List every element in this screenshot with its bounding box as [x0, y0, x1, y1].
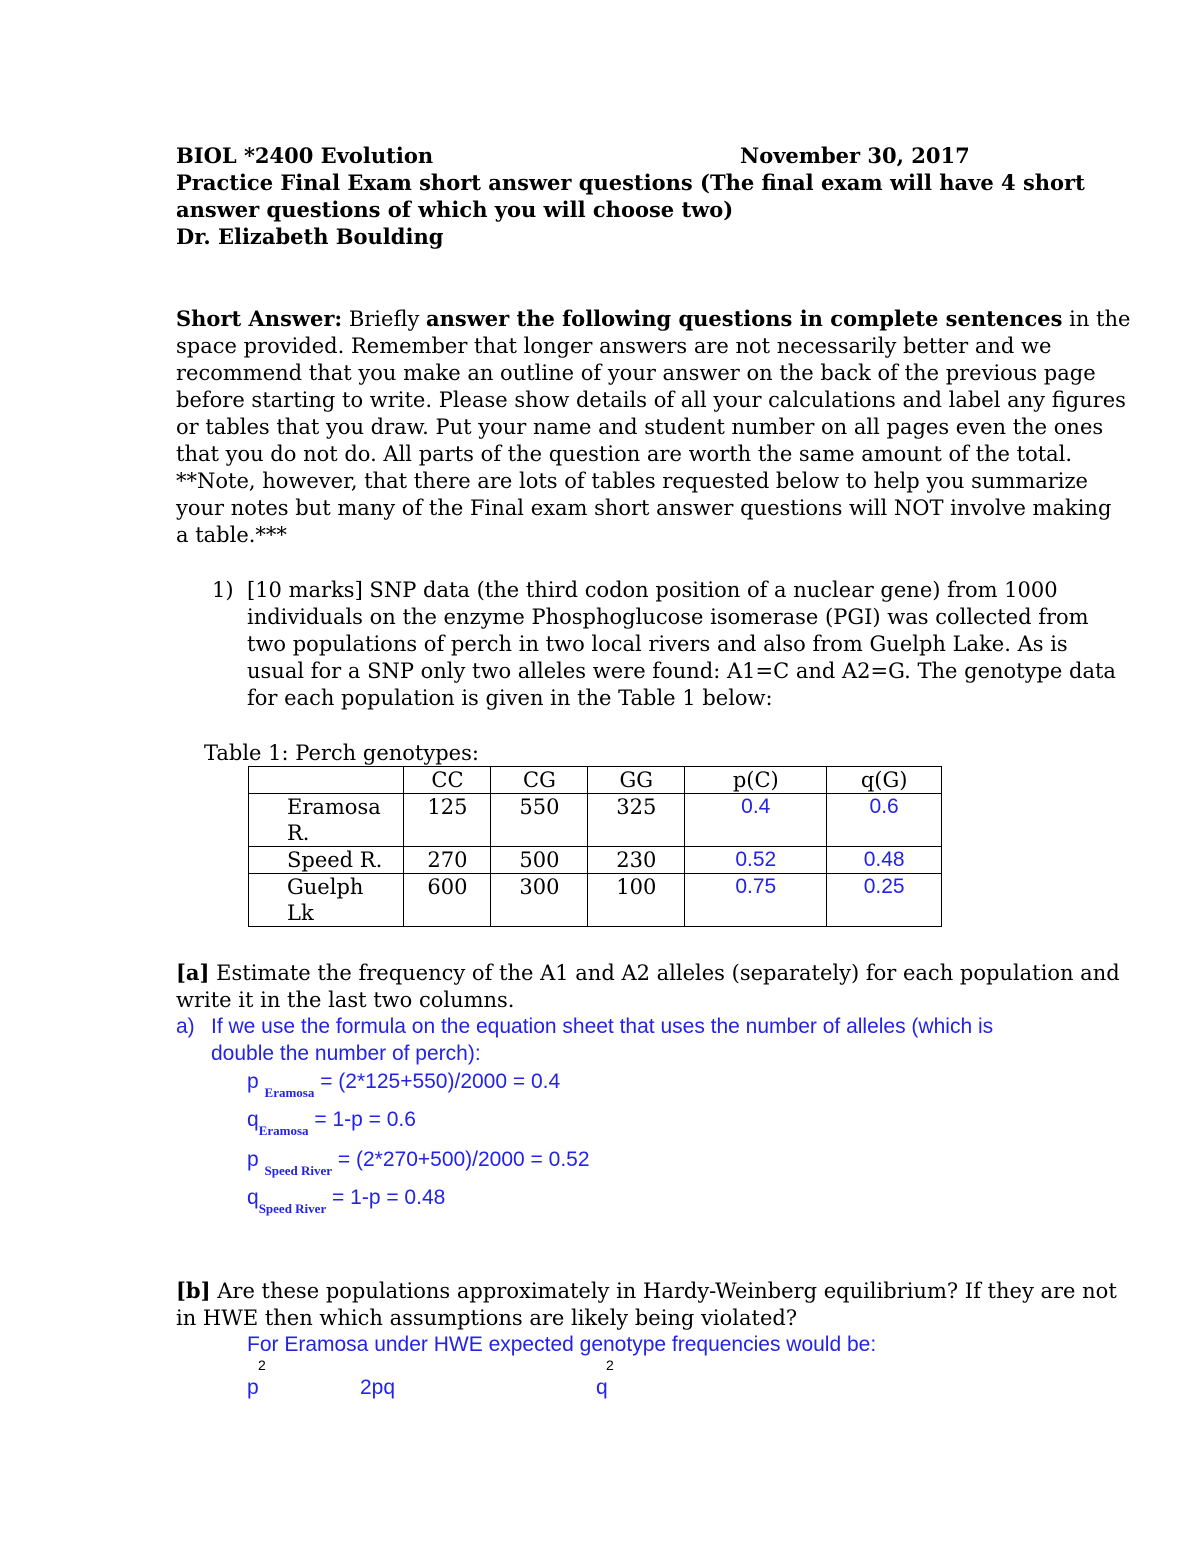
eq-variable: q [247, 1186, 259, 1209]
question-number: 1) [212, 578, 234, 602]
intro-emphasis: answer the following questions in complete sentences [426, 306, 1063, 331]
answer-a-line-1: If we use the formula on the equation sheet that uses the number of alleles (which is [211, 1015, 994, 1038]
equation-q-eramosa [247, 1107, 416, 1144]
p-frequency: 0.4 [685, 794, 827, 847]
gg-count: 100 [588, 874, 685, 927]
cg-count: 500 [491, 847, 588, 874]
gg-count: 325 [588, 794, 685, 847]
intro-line-1 [176, 306, 1130, 332]
perch-genotype-table [248, 766, 942, 927]
course-title: BIOL *2400 Evolution [176, 143, 434, 168]
answer-b-line-1: For Eramosa under HWE expected genotype frequencies would be: [247, 1333, 877, 1356]
superscript-q2: 2 [606, 1357, 614, 1373]
table-header: CG [491, 767, 588, 794]
table-header-row [249, 767, 942, 794]
part-a-tag: [a] [176, 960, 210, 985]
intro-line-8: your notes but many of the Final exam short answer questions will NOT involve making [176, 496, 1112, 520]
intro-text: in the [1062, 307, 1131, 331]
intro-line-7: **Note, however, that there are lots of tables requested below to help you summarize [176, 469, 1088, 493]
q-frequency: 0.48 [827, 847, 942, 874]
eq-rhs: = (2*125+550)/2000 = 0.4 [314, 1070, 561, 1093]
table-header: p(C) [685, 767, 827, 794]
population-name: Guelph Lk [249, 874, 404, 927]
table-caption: Table 1: Perch genotypes: [204, 741, 479, 765]
part-b-text: Are these populations approximately in Hardy-Weinberg equilibrium? If they are not [210, 1279, 1117, 1303]
part-a-text: Estimate the frequency of the A1 and A2 alleles (separately) for each population and [209, 961, 1120, 985]
table-header: GG [588, 767, 685, 794]
question-line-5: for each population is given in the Table 1 below: [247, 686, 773, 710]
exam-title-line2: answer questions of which you will choose two) [176, 197, 734, 222]
eq-variable: p [247, 1070, 259, 1093]
eq-rhs: = 1-p = 0.6 [308, 1108, 416, 1131]
exam-date: November 30, 2017 [740, 143, 970, 168]
eq-subscript: Speed River [258, 1201, 327, 1216]
answer-a-label: a) [176, 1015, 195, 1038]
intro-line-5: or tables that you draw. Put your name and student number on all pages even the ones [176, 415, 1104, 439]
cc-count: 125 [404, 794, 491, 847]
cg-count: 300 [491, 874, 588, 927]
intro-line-9: a table.*** [176, 523, 287, 547]
eq-variable: p [247, 1148, 259, 1171]
hwe-term-p2: p [247, 1376, 259, 1399]
question-line-3: two populations of perch in two local rivers and also from Guelph Lake. As is [247, 632, 1068, 656]
cc-count: 270 [404, 847, 491, 874]
table-row [249, 847, 942, 874]
question-line-2: individuals on the enzyme Phosphoglucose isomerase (PGI) was collected from [247, 605, 1089, 629]
intro-text: Briefly [342, 307, 426, 331]
table-header: q(G) [827, 767, 942, 794]
hwe-term-2pq: 2pq [360, 1376, 396, 1399]
intro-line-4: before starting to write. Please show details of all your calculations and label any figures [176, 388, 1126, 412]
eq-subscript: Eramosa [264, 1085, 315, 1100]
equation-p-eramosa [247, 1069, 560, 1106]
intro-line-2: space provided. Remember that longer answers are not necessarily better and we [176, 334, 1052, 358]
question-line-4: usual for a SNP only two alleles were found: A1=C and A2=G. The genotype data [247, 659, 1116, 683]
part-a-line-1 [176, 960, 1120, 986]
population-name: Eramosa R. [249, 794, 404, 847]
cg-count: 550 [491, 794, 588, 847]
eq-rhs: = (2*270+500)/2000 = 0.52 [332, 1148, 590, 1171]
p-frequency: 0.75 [685, 874, 827, 927]
gg-count: 230 [588, 847, 685, 874]
table-row [249, 874, 942, 927]
question-line-1: [10 marks] SNP data (the third codon position of a nuclear gene) from 1000 [247, 578, 1058, 602]
eq-subscript: Speed River [264, 1163, 333, 1178]
short-answer-label: Short Answer: [176, 306, 343, 331]
population-name: Speed R. [249, 847, 404, 874]
q-frequency: 0.6 [827, 794, 942, 847]
intro-line-3: recommend that you make an outline of your answer on the back of the previous page [176, 361, 1096, 385]
eq-subscript: Eramosa [258, 1123, 309, 1138]
superscript-p2: 2 [258, 1357, 266, 1373]
part-a-line-2: write it in the last two columns. [176, 988, 515, 1012]
q-frequency: 0.25 [827, 874, 942, 927]
equation-q-speed [247, 1185, 445, 1222]
p-frequency: 0.52 [685, 847, 827, 874]
eq-rhs: = 1-p = 0.48 [326, 1186, 446, 1209]
hwe-term-q2: q [596, 1376, 608, 1399]
cc-count: 600 [404, 874, 491, 927]
answer-a-line-2: double the number of perch): [211, 1042, 481, 1065]
part-b-tag: [b] [176, 1278, 211, 1303]
table-header [249, 767, 404, 794]
intro-line-6: that you do not do. All parts of the question are worth the same amount of the total. [176, 442, 1073, 466]
part-b-line-2: in HWE then which assumptions are likely being violated? [176, 1306, 798, 1330]
table-header: CC [404, 767, 491, 794]
instructor: Dr. Elizabeth Boulding [176, 224, 444, 249]
eq-variable: q [247, 1108, 259, 1131]
equation-p-speed [247, 1147, 590, 1184]
part-b-line-1 [176, 1278, 1117, 1304]
exam-title-line1: Practice Final Exam short answer questions (The final exam will have 4 short [176, 170, 1085, 195]
table-row [249, 794, 942, 847]
